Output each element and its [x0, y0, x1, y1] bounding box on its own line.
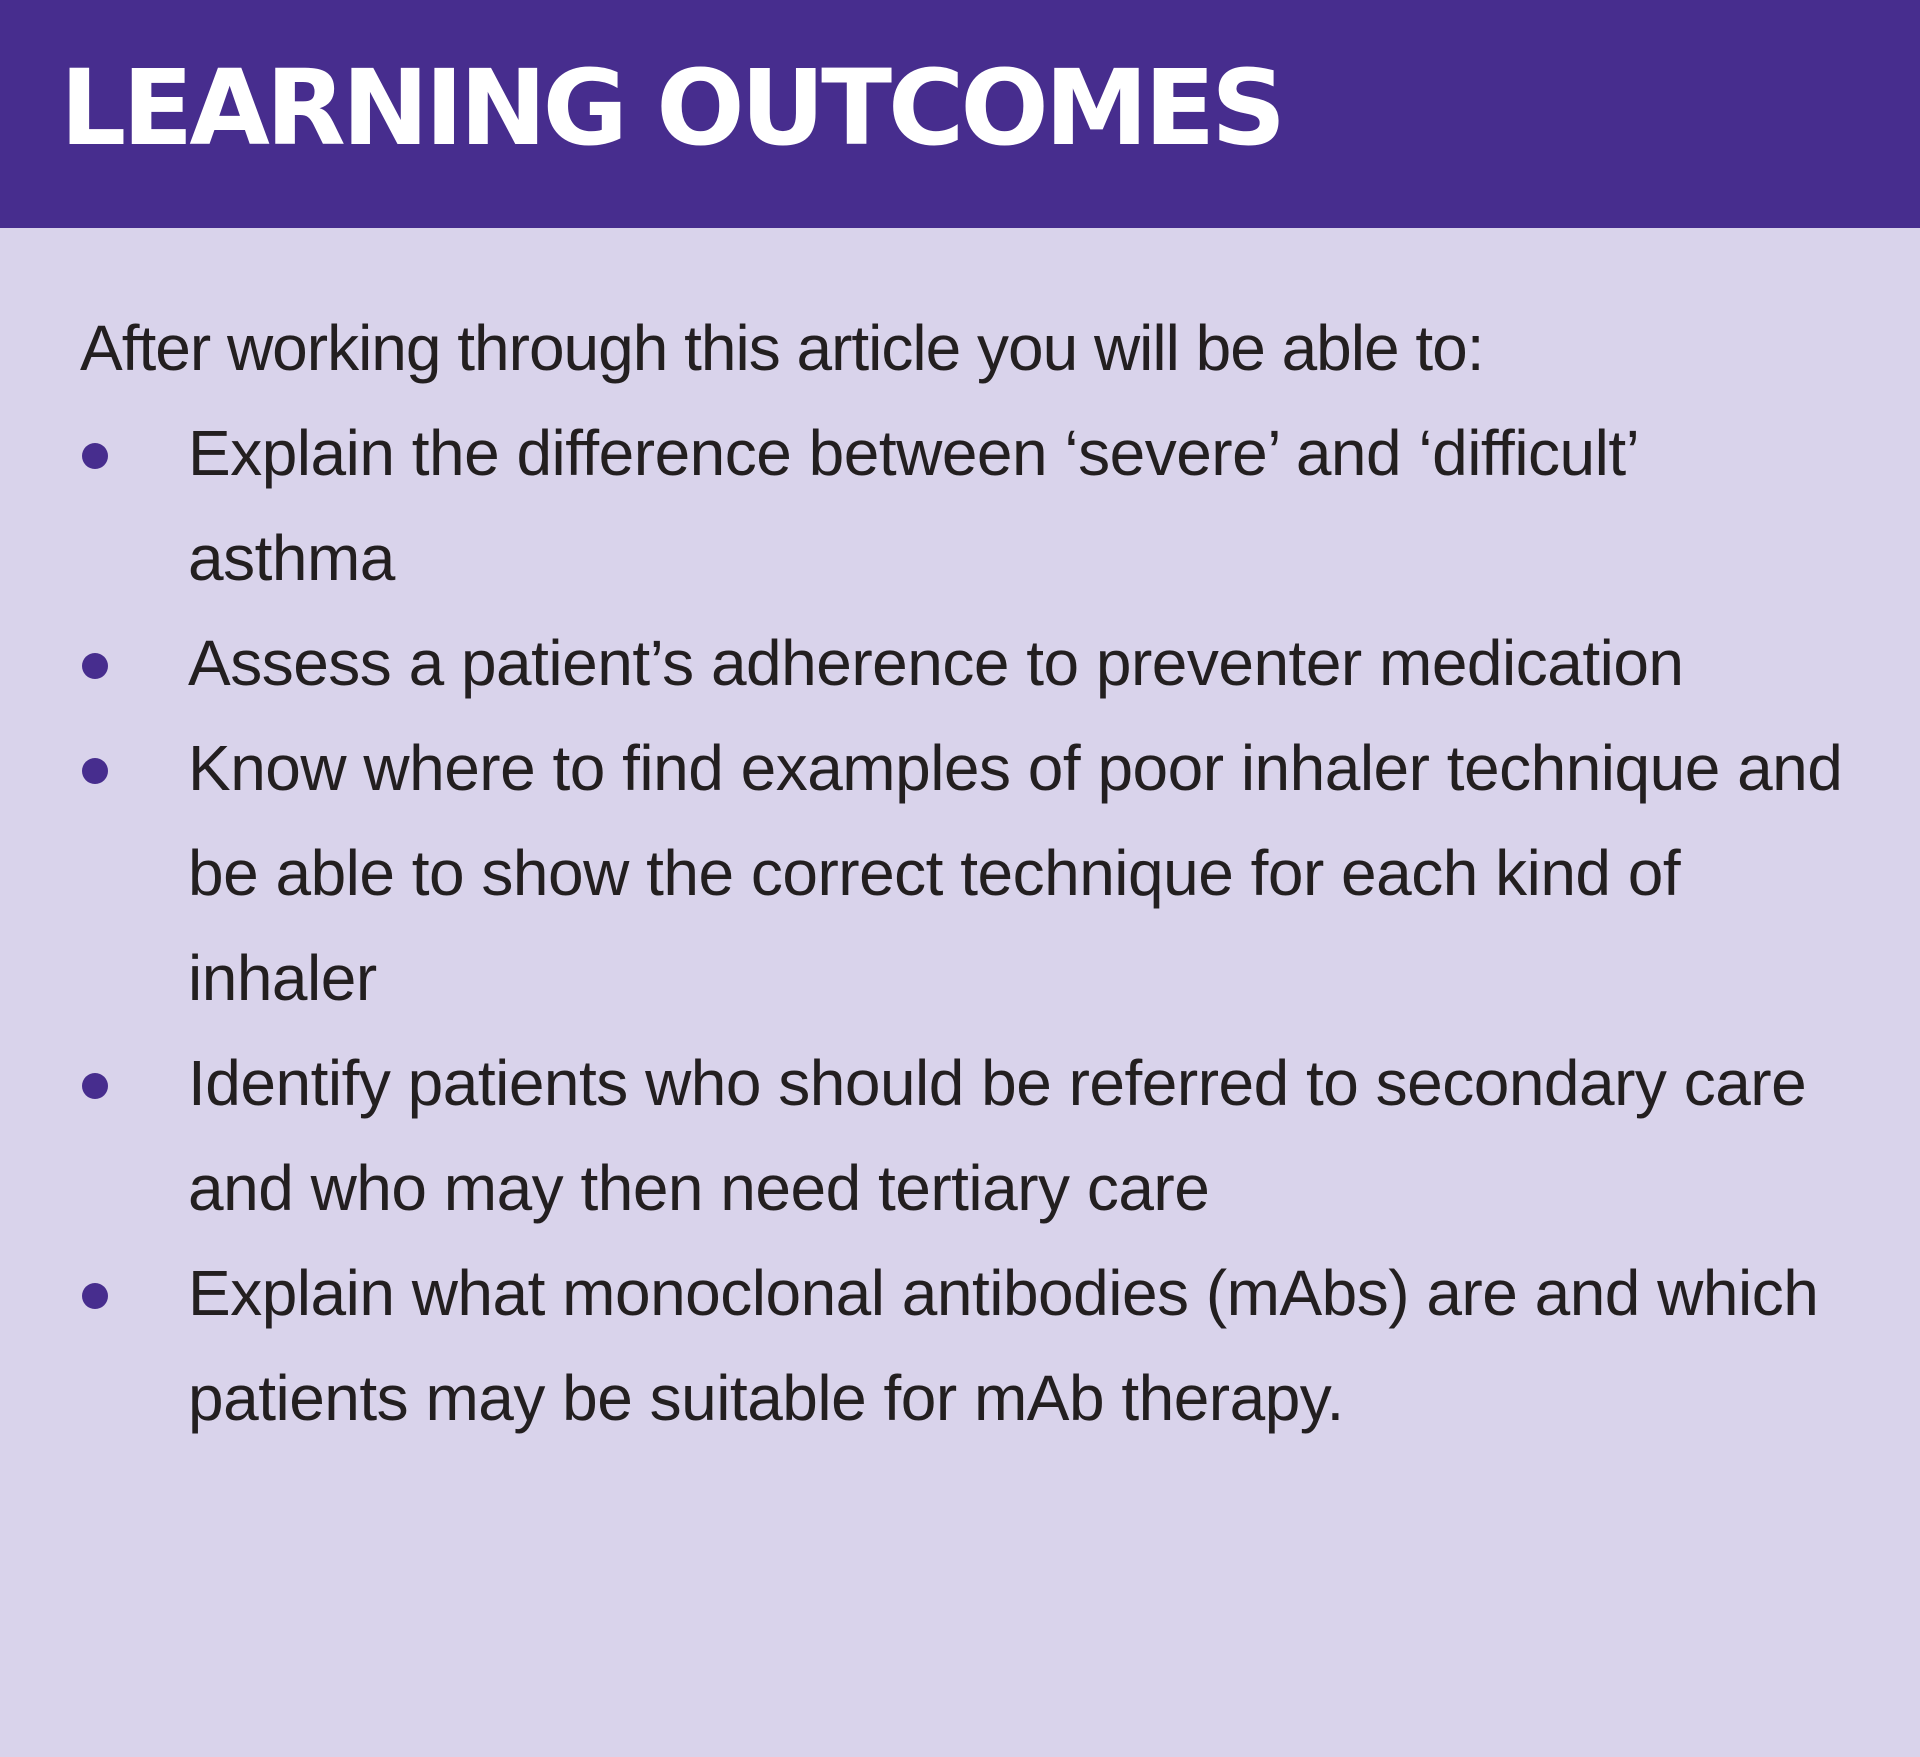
list-item [80, 611, 1860, 716]
box-title: LEARNING OUTCOMES [60, 47, 1283, 169]
header-banner [0, 0, 1920, 228]
bullet-icon [82, 1283, 108, 1309]
bullet-icon [82, 1073, 108, 1099]
intro-text: After working through this article you will be able to: [80, 312, 1484, 384]
outcomes-list [80, 401, 1860, 1451]
outcome-text: Assess a patient’s adherence to preventer medication [188, 627, 1684, 699]
bullet-icon [82, 653, 108, 679]
outcome-text: Identify patients who should be referred to secondary care and who may then need tertiary care [188, 1047, 1807, 1224]
outcome-text: Explain what monoclonal antibodies (mAbs) are and which patients may be suitable for mAb therapy. [188, 1257, 1819, 1434]
list-item [80, 1241, 1860, 1451]
list-item [80, 401, 1860, 611]
outcome-text: Know where to find examples of poor inhaler technique and be able to show the correct technique for each kind of inhaler [188, 732, 1843, 1014]
outcome-text: Explain the difference between ‘severe’ and ‘difficult’ asthma [188, 417, 1637, 594]
bullet-icon [82, 758, 108, 784]
box-content [0, 228, 1920, 1451]
list-item [80, 716, 1860, 1031]
list-item [80, 1031, 1860, 1241]
bullet-icon [82, 443, 108, 469]
